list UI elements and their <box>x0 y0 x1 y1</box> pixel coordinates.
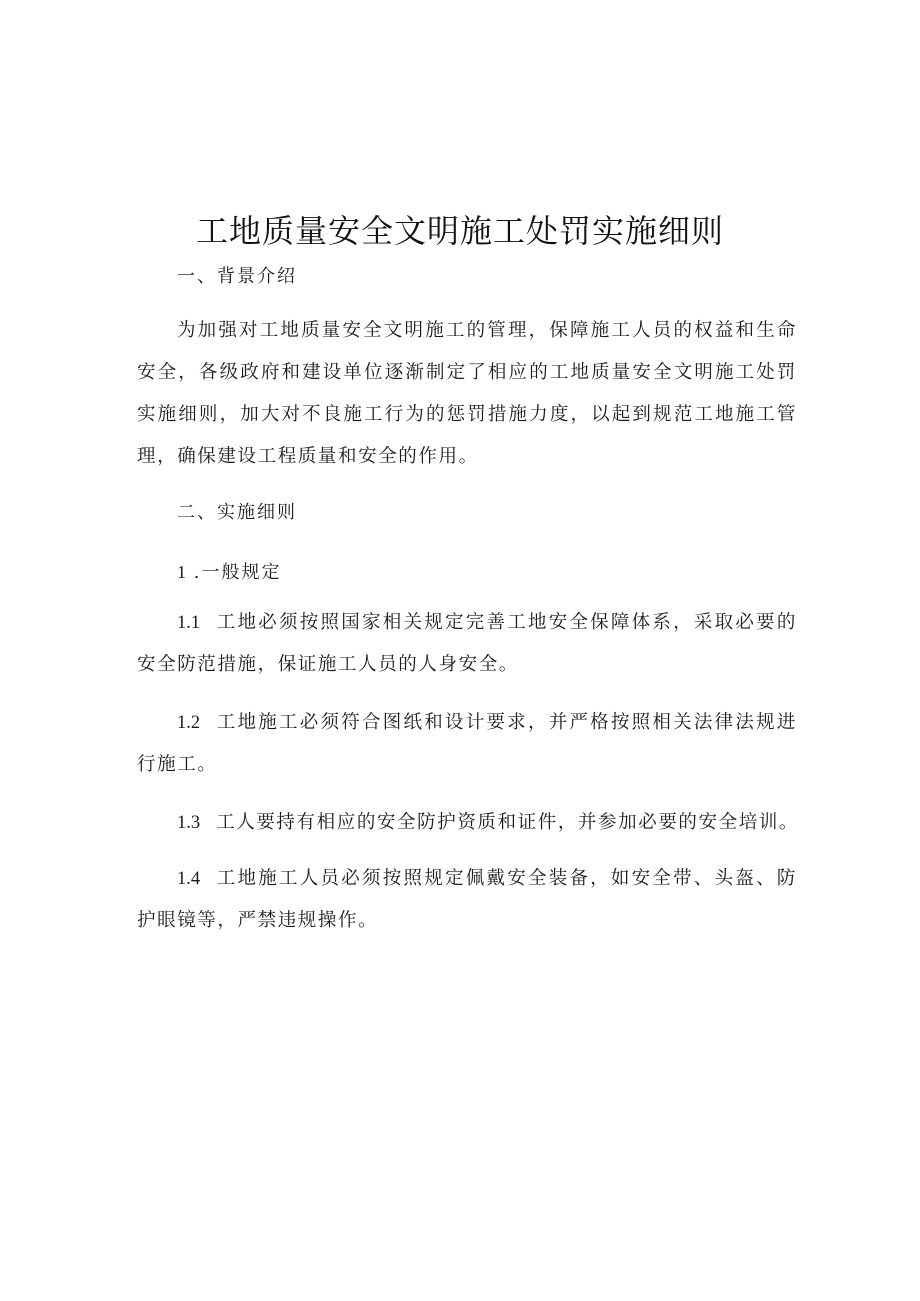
document-title: 工地质量安全文明施工处罚实施细则 <box>195 212 724 250</box>
clause-1-4 <box>137 858 797 942</box>
clause-text: 工地施工人员必须按照规定佩戴安全装备，如安全带、头盔、防护眼镜等，严禁违规操作。 <box>137 868 797 931</box>
clause-text: 工地必须按照国家相关规定完善工地安全保障体系，采取必要的安全防范措施，保证施工人员的人身安全。 <box>137 612 797 675</box>
clause-number: 1.1 <box>177 613 201 633</box>
clause-text: 工人要持有相应的安全防护资质和证件，并参加必要的安全培训。 <box>216 812 800 833</box>
subsection-label: .一般规定 <box>193 562 282 583</box>
clause-1-1 <box>137 602 797 686</box>
section-heading-background: 一、背景介绍 <box>177 266 297 287</box>
clause-text: 工地施工必须符合图纸和设计要求，并严格按照相关法律法规进行施工。 <box>137 712 797 775</box>
subsection-general-provisions <box>177 559 281 586</box>
section-heading-implementation: 二、实施细则 <box>177 502 297 523</box>
clause-number: 1.3 <box>177 813 201 833</box>
clause-number: 1.2 <box>177 713 201 733</box>
clause-1-2 <box>137 702 797 786</box>
background-paragraph: 为加强对工地质量安全文明施工的管理，保障施工人员的权益和生命安全，各级政府和建设单位逐渐制定了相应的工地质量安全文明施工处罚实施细则，加大对不良施工行为的惩罚措施力度，以起到规范工地施工管理，确保建设工程质量和安全的作用。 <box>137 320 797 467</box>
clause-1-3 <box>137 802 817 844</box>
subsection-number: 1 <box>177 562 186 582</box>
clause-number: 1.4 <box>177 869 201 889</box>
